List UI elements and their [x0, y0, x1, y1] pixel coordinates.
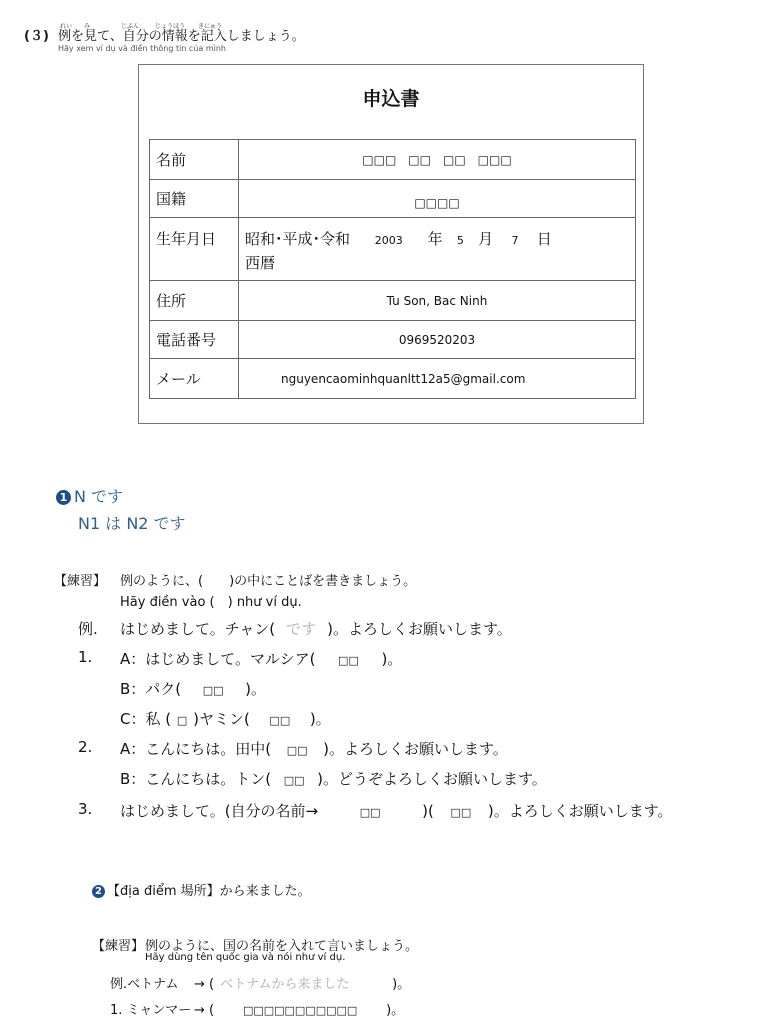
answer-blank[interactable]: □□	[450, 806, 472, 819]
answer-blank[interactable]: □□	[269, 714, 291, 727]
alt-era[interactable]: 西暦	[245, 254, 276, 272]
form-label: 名前	[150, 140, 239, 180]
line-text: )。	[309, 710, 331, 728]
line-text: A：はじめまして。マルシア(	[120, 650, 316, 668]
birthdate-field[interactable]	[239, 218, 636, 281]
birth-month[interactable]: 5	[456, 234, 464, 247]
answer-blank[interactable]: □	[176, 714, 188, 727]
line-text: )。どうぞよろしくお願いします。	[317, 770, 547, 788]
grammar2-pattern: 【địa điểm 場所】から来ました。	[107, 884, 311, 899]
answer-blank[interactable]: □□	[359, 806, 381, 819]
exercise-line	[120, 738, 508, 759]
arrow: → (	[194, 1003, 215, 1018]
year-unit: 年	[427, 230, 443, 248]
line-text: )。	[245, 680, 267, 698]
form-label: 生年月日	[150, 218, 239, 281]
era-options[interactable]: 昭和･平成･令和	[245, 230, 351, 248]
address-field[interactable]: Tu Son, Bac Ninh	[239, 281, 636, 321]
grammar1-pattern: N です	[74, 487, 124, 506]
form-row-name	[150, 140, 636, 180]
line-text: )ヤミン(	[193, 710, 250, 728]
line-text: )。よろしくお願いします。	[323, 740, 508, 758]
exercise-label: 【練習】	[54, 574, 107, 589]
exercise-line	[110, 999, 404, 1018]
exercise-label: 【練習】	[92, 939, 145, 954]
phone-field[interactable]: 0969520203	[239, 321, 636, 359]
name-field[interactable]: □□□ □□ □□ □□□	[239, 140, 636, 180]
nationality-field[interactable]: □□□□	[239, 180, 636, 218]
section-subtitle: Hãy xem ví dụ và điền thông tin của mình	[58, 44, 226, 53]
grammar2-heading	[92, 880, 311, 899]
answer-blank[interactable]: □□	[286, 744, 308, 757]
example-text: はじめまして。チャン(	[120, 620, 276, 638]
form-row-address	[150, 281, 636, 321]
application-form-table	[149, 139, 636, 399]
answer-blank[interactable]: □□	[338, 654, 359, 667]
example-answer: です	[286, 620, 317, 638]
example-answer: ベトナムから来ました	[220, 977, 350, 992]
form-row-email	[150, 359, 636, 399]
item-number: 1.	[78, 648, 93, 666]
answer-blank[interactable]: □□	[202, 684, 224, 697]
line-text: )(	[422, 802, 434, 820]
month-unit: 月	[478, 230, 494, 248]
exercise-line	[120, 648, 402, 669]
number-badge: 2	[92, 885, 105, 898]
line-text: はじめまして。(自分の名前→	[120, 802, 319, 820]
ruby: れい	[60, 23, 73, 30]
form-row-phone	[150, 321, 636, 359]
line-text: C：私 (	[120, 710, 172, 728]
form-label: 国籍	[150, 180, 239, 218]
exercise-sub: Hãy dùng tên quốc gia và nói như ví dụ.	[145, 952, 346, 963]
section-instruction: 例を見て、自分の情報を記入しましょう。	[58, 29, 305, 44]
ruby: じぶん	[121, 23, 140, 30]
exercise-instruction: 例のように、国の名前を入れて言いましょう。	[145, 939, 419, 954]
form-label: 電話番号	[150, 321, 239, 359]
form-label: 住所	[150, 281, 239, 321]
answer-blank[interactable]: □□□□□□□□□□□	[242, 1004, 358, 1017]
birth-year[interactable]: 2003	[374, 234, 403, 247]
exercise-line	[120, 768, 547, 789]
item-label: 1. ミャンマー	[110, 1003, 192, 1018]
item-number: 3.	[78, 800, 93, 818]
exercise-sub: Hãy điền vào ( ) như ví dụ.	[120, 595, 302, 610]
ruby: きにゅう	[198, 23, 222, 30]
form-row-nationality	[150, 180, 636, 218]
answer-blank[interactable]: □□	[283, 774, 305, 787]
form-label: メール	[150, 359, 239, 399]
line-text: )。よろしくお願いします。	[487, 802, 673, 820]
grammar1-line2: N1 は N2 です	[78, 514, 186, 533]
ruby: み	[84, 23, 91, 30]
item-number: 2.	[78, 738, 93, 756]
day-unit: 日	[536, 230, 552, 248]
example-label: 例.	[78, 620, 98, 638]
email-field[interactable]: nguyencaominhquanltt12a5@gmail.com	[239, 359, 636, 399]
line-text: B：こんにちは。トン(	[120, 770, 272, 788]
example-text: )。よろしくお願いします。	[327, 620, 512, 638]
exercise-instruction: 例のように、( )の中にことばを書きましょう。	[120, 574, 417, 589]
arrow: → (	[194, 977, 215, 992]
section-number: (３)	[24, 29, 49, 44]
number-badge: 1	[56, 490, 71, 505]
close-paren: )。	[386, 1003, 405, 1018]
form-row-birthdate	[150, 218, 636, 281]
example-label: 例.ベトナム	[110, 977, 179, 992]
example-line	[120, 618, 512, 639]
line-text: )。	[381, 650, 403, 668]
close-paren: )。	[392, 977, 411, 992]
line-text: A：こんにちは。田中(	[120, 740, 272, 758]
ruby: じょうほう	[155, 23, 186, 30]
birth-day[interactable]: 7	[511, 234, 519, 247]
grammar1-line1	[56, 484, 123, 507]
exercise-line	[120, 678, 266, 699]
line-text: B：パク(	[120, 680, 182, 698]
form-title: 申込書	[362, 88, 420, 110]
exercise-line	[120, 800, 673, 821]
exercise-line	[120, 708, 331, 729]
example-line	[110, 973, 410, 992]
